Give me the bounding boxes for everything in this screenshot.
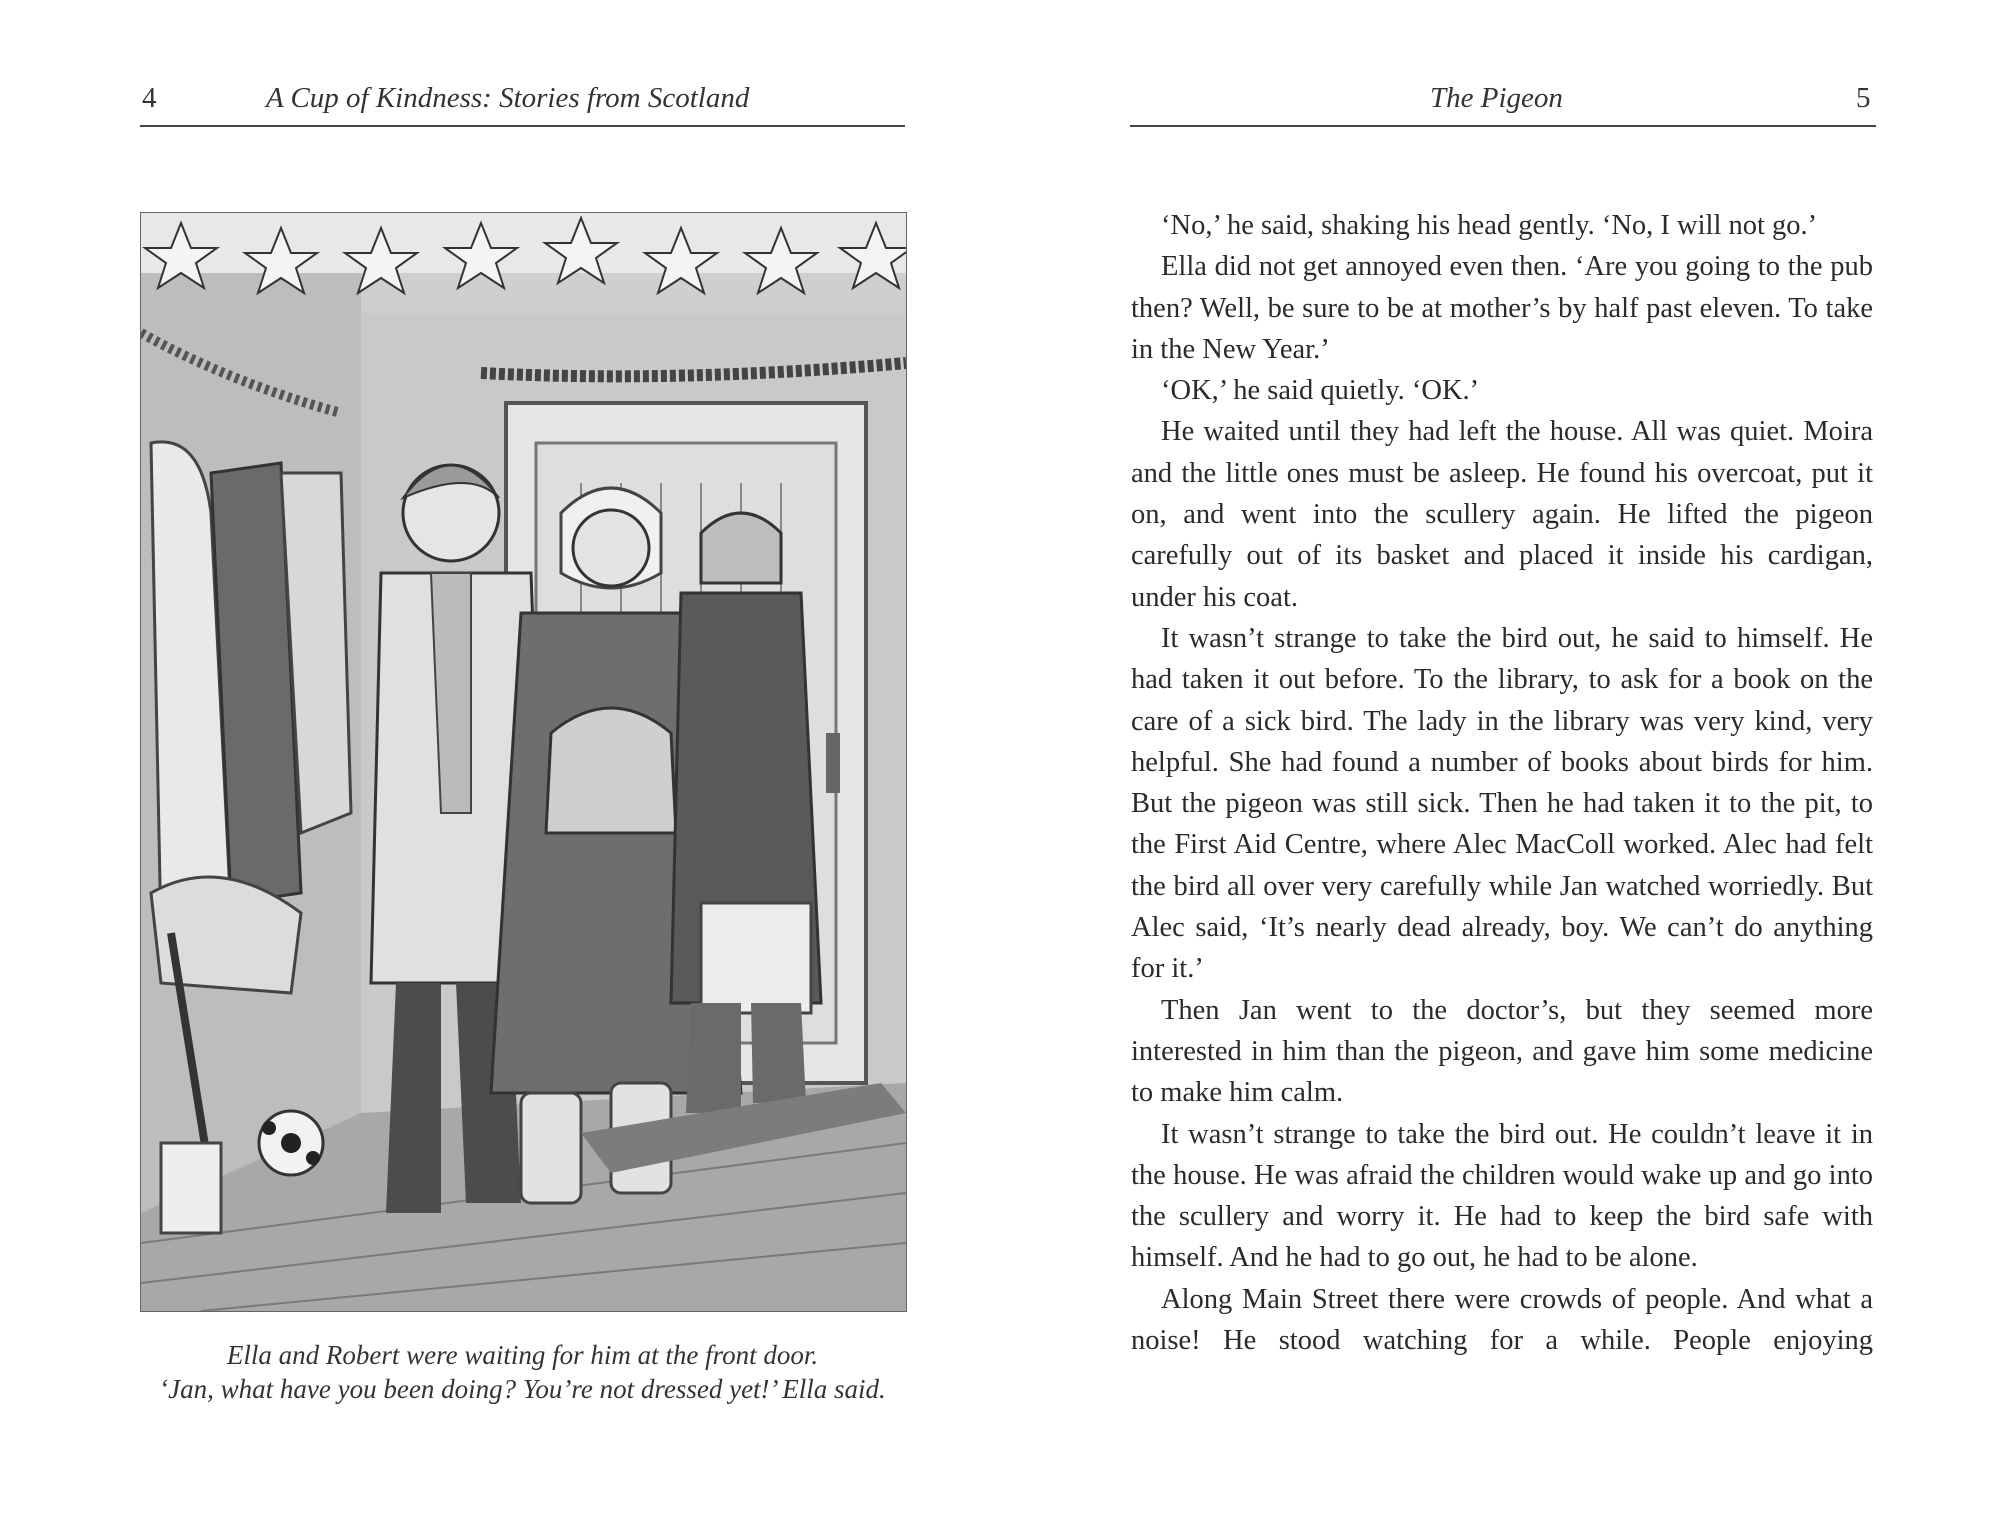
paragraph: It wasn’t strange to take the bird out. He couldn’t leave it in the house. He was afraid the children would wake up and go into the scullery and worry it. He had to keep the bird safe with himself. And he had to go out, he had to be alone. [1131, 1118, 1873, 1274]
right-page-number: 5 [1856, 82, 1871, 114]
hallway-illustration [141, 213, 906, 1311]
illustration-caption [140, 1338, 905, 1406]
paragraph: It wasn’t strange to take the bird out, he said to himself. He had taken it out before. To the library, to ask for a book on the care of a sick bird. The lady in the library was very kind, very helpful. She had found a number of books about birds for him. But the pigeon was still sick. Then he had taken it to the pit, to the First Aid Centre, where Alec MacColl worked. Alec had felt the bird all over very carefully while Jan watched worriedly. But Alec said, ‘It’s nearly dead already, boy. We can’t do anything for it.’ [1131, 622, 1873, 985]
right-header-rule [1130, 125, 1876, 127]
paragraph: Ella did not get annoyed even then. ‘Are you going to the pub then? Well, be sure to be at mother’s by half past eleven. To take in the New Year.’ [1131, 251, 1873, 365]
caption-line: Ella and Robert were waiting for him at the front door. [226, 1340, 819, 1370]
paragraph: ‘No,’ he said, shaking his head gently. ‘No, I will not go.’ [1161, 210, 1818, 241]
right-running-title: The Pigeon [1430, 82, 1563, 114]
paragraph: ‘OK,’ he said quietly. ‘OK.’ [1161, 375, 1480, 407]
left-header-rule [140, 125, 905, 127]
left-running-title: A Cup of Kindness: Stories from Scotland [266, 82, 750, 114]
caption-line: ‘Jan, what have you been doing? You’re not dressed yet!’ Ella said. [159, 1374, 886, 1404]
illustration [140, 212, 907, 1312]
left-page-number: 4 [142, 82, 157, 114]
paragraph: Along Main Street there were crowds of people. And what a noise! He stood watching for a while. People enjoying [1131, 1283, 1873, 1357]
paragraph: He waited until they had left the house. All was quiet. Moira and the little ones must be asleep. He found his overcoat, put it on, and went into the scullery again. He lifted the pigeon carefully out of its basket and placed it inside his cardigan, under his coat. [1131, 416, 1873, 613]
body-text [1131, 205, 1873, 1361]
paragraph: Then Jan went to the doctor’s, but they seemed more interested in him than the pigeon, and gave him some medicine to make him calm. [1131, 994, 1873, 1109]
right-page [1000, 0, 2000, 1519]
